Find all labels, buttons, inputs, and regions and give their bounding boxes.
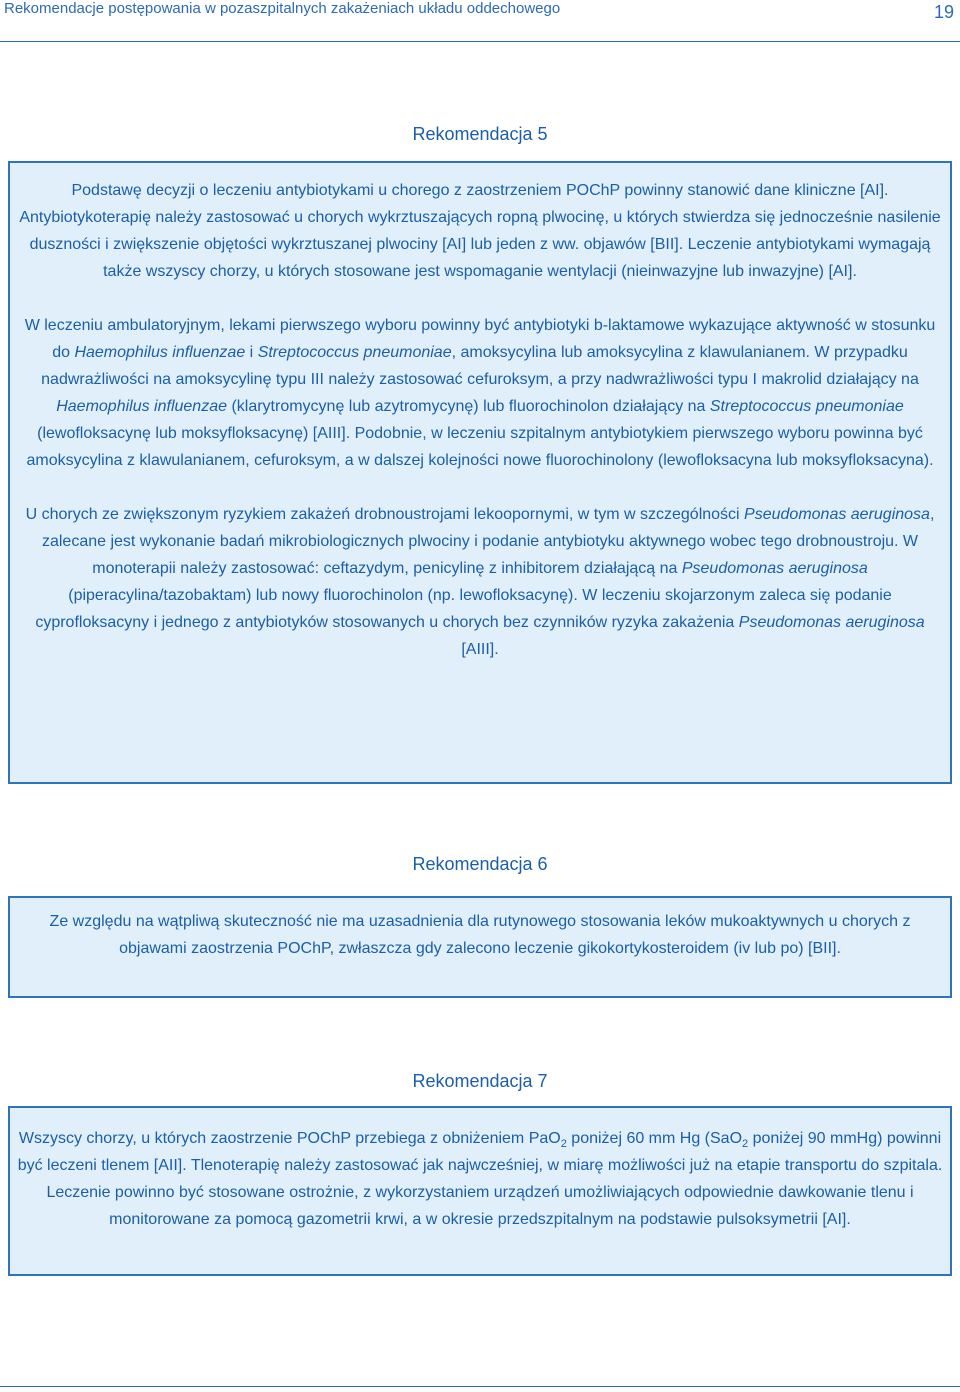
- page-header: [0, 0, 960, 42]
- species-name: Pseudomonas aeruginosa: [738, 614, 925, 631]
- rec5-heading: Rekomendacja 5: [412, 124, 548, 144]
- rec5-paragraph-2: W leczeniu ambulatoryjnym, lekami pierwszego wyboru powinny być antybiotyki b-laktamowe wykazujące aktywność w stosunku do Haemophilus influenzae i Streptococcus pneumoniae, amoksycylina lub amoksycylina z klawulanianem. W przypadku nadwrażliwości na amoksycylinę typu III należy zastosować cefuroksym, a przy nadwrażliwości typu I makrolid działający na Haemophilus influenzae (klarytromycynę lub azytromycynę) lub fluorochinolon działający na Streptococcus pneumoniae (lewofloksacynę lub moksyfloksacynę) [AIII]. Podobnie, w leczeniu szpitalnym antybiotykiem pierwszego wyboru powinna być amoksycylina z klawulanianem, cefuroksym, a w dalszej kolejności nowe fluorochinolony (lewofloksacyna lub moksyfloksacyna).: [24, 317, 936, 469]
- rec6-heading: Rekomendacja 6: [412, 854, 548, 874]
- species-name: Streptococcus pneumoniae: [709, 398, 904, 415]
- footer-rule: [0, 1386, 960, 1387]
- running-title: Rekomendacje postępowania w pozaszpitalnych zakażeniach układu oddechowego: [4, 0, 561, 17]
- species-name: Streptococcus pneumoniae: [257, 344, 452, 361]
- rec6-box: [8, 896, 952, 998]
- rec5-box: [8, 161, 952, 784]
- page-number: 19: [933, 2, 954, 22]
- species-name: Pseudomonas aeruginosa: [681, 560, 868, 577]
- rec6-paragraph: Ze względu na wątpliwą skuteczność nie ma uzasadnienia dla rutynowego stosowania leków mukoaktywnych u chorych z objawami zaostrzenia POChP, zwłaszcza gdy zalecono leczenie gikokortykosteroidem (iv lub po) [BII].: [49, 913, 911, 957]
- header-rule: [0, 41, 960, 42]
- rec5-paragraph-3: U chorych ze zwiększonym ryzykiem zakażeń drobnoustrojami lekoopornymi, w tym w szczególności Pseudomonas aeruginosa, zalecane jest wykonanie badań mikrobiologicznych plwociny i podanie antybiotyku aktywnego wobec tego drobnoustroju. W monoterapii należy zastosować: ceftazydym, penicylinę z inhibitorem działającą na Pseudomonas aeruginosa (piperacylina/tazobaktam) lub nowy fluorochinolon (np. lewofloksacynę). W leczeniu skojarzonym zaleca się podanie cyprofloksacyny i jednego z antybiotyków stosowanych u chorych bez czynników ryzyka zakażenia Pseudomonas aeruginosa [AIII].: [25, 506, 935, 658]
- species-name: Haemophilus influenzae: [74, 344, 246, 361]
- species-name: Pseudomonas aeruginosa: [744, 506, 930, 523]
- rec7-box: [8, 1106, 952, 1276]
- rec7-heading: Rekomendacja 7: [412, 1071, 548, 1091]
- species-name: Haemophilus influenzae: [56, 398, 227, 415]
- rec5-paragraph-1: Podstawę decyzji o leczeniu antybiotykami u chorego z zaostrzeniem POChP powinny stanowić dane kliniczne [AI]. Antybiotykoterapię należy zastosować u chorych wykrztuszających ropną plwocinę, u których stwierdza się jednocześnie nasilenie duszności i zwiększenie objętości wykrztuszanej plwociny [AI] lub jeden z ww. objawów [BII]. Leczenie antybiotykami wymagają także wszyscy chorzy, u których stosowane jest wspomaganie wentylacji (nieinwazyjne lub inwazyjne) [AI].: [19, 182, 941, 280]
- rec7-paragraph: Wszyscy chorzy, u których zaostrzenie POChP przebiega z obniżeniem PaO$_2$ poniżej 60 mm Hg (SaO$_2$ poniżej 90 mmHg) powinni być leczeni tlenem [AII]. Tlenoterapię należy zastosować jak najwcześniej, w miarę możliwości już na etapie transportu do szpitala. Leczenie powinno być stosowane ostrożnie, z wykorzystaniem urządzeń umożliwiających odpowiednie dawkowanie tlenu i monitorowane za pomocą gazometrii krwi, a w okresie przedszpitalnym na podstawie pulsoksymetrii [AI].: [17, 1130, 943, 1228]
